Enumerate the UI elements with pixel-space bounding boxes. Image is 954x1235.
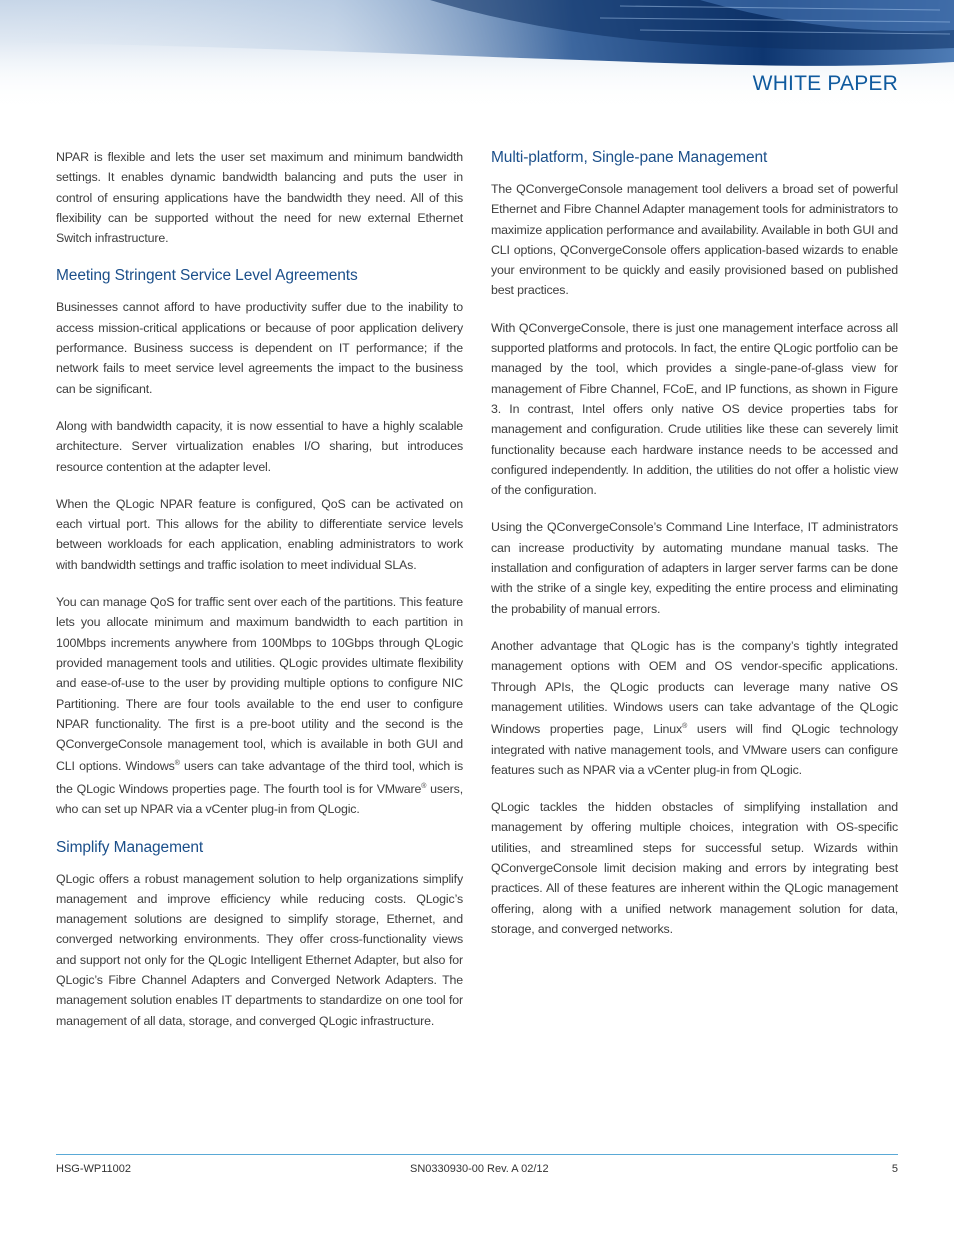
paragraph: QLogic tackles the hidden obstacles of simplifying installation and management by offering multiple choices, integration with OS-specific utilities, and streamlined steps for successful setup. Wizards within QConvergeConsole limit decision making and errors by integrating best practices. All of these features are inherent within the QLogic management offering, along with a unified network management solution for data, storage, and converged networks. [491,800,898,936]
banner-graphic [0,0,954,135]
footer-doc-id: HSG-WP11002 [56,1163,131,1175]
header-banner [0,0,954,135]
left-column [56,147,463,1048]
footer-revision: SN0330930-00 Rev. A 02/12 [410,1163,549,1175]
paragraph: Businesses cannot afford to have productivity suffer due to the inability to access mission-critical applications or because of poor application delivery performance. Business success is dependent on IT performance; if the network fails to meet service level agreements the impact to the business can be significant. [56,300,463,396]
paragraph: When the QLogic NPAR feature is configured, QoS can be activated on each virtual port. This allows for the ability to differentiate service levels between workloads for each application, enabling administrators to work with bandwidth settings and traffic isolation to meet individual SLAs. [56,496,463,572]
registered-mark: ® [421,782,427,790]
registered-mark: ® [682,723,688,731]
intro-paragraph: NPAR is flexible and lets the user set maximum and minimum bandwidth settings. It enables dynamic bandwidth balancing and puts the user in control of ensuring applications have the bandwidth they need. All of this flexibility can be supported without the need for new external Ethernet Switch infrastructure. [56,150,463,246]
paragraph: The QConvergeConsole management tool delivers a broad set of powerful Ethernet and Fibre Channel Adapter management tools for administrators to maximize application performance and availability. Available in both GUI and CLI options, QConvergeConsole offers application-based wizards to enable your environment to be quickly and easily provisioned based on published best practices. [491,182,898,298]
paragraph-integration: Another advantage that QLogic has is the company’s tightly integrated management options with OEM and OS vendor-specific applications. Through APIs, the QLogic products can leverage many native OS management utilities. Windows users can take advantage of the QLogic Windows properties page, Linux® users will find QLogic technology integrated with native management tools, and VMware users can configure features such as NPAR via a vCenter plug-in from QLogic. [491,638,898,777]
paragraph-qos: You can manage QoS for traffic sent over each of the partitions. This feature lets you allocate minimum and maximum bandwidth to each partition in 100Mbps increments anywhere from 100Mbps to 10Gbps through QLogic provided management tools and utilities. QLogic provides ultimate flexibility and ease-of-use to the user by providing multiple options to configure NIC Partitioning. There are four tools available to the end user to configure NPAR functionality. The first is a pre-boot utility and the second is the QConvergeConsole management tool, which is available in both GUI and CLI options. Windows® users can take advantage of the third tool, which is the QLogic Windows properties page. The fourth tool is for VMware® users, who can set up NPAR via a vCenter plug-in from QLogic. [56,595,463,817]
paragraph: With QConvergeConsole, there is just one management interface across all supported platforms and protocols. In fact, the entire QLogic portfolio can be managed by the tool, which provides a single-pane-of-glass view for management of Fibre Channel, FCoE, and IP functions, as shown in Figure 3. In contrast, Intel offers only native OS device properties tabs for management and configuration. Crude utilities like these can severely limit functionality because each hardware instance needs to be accessed and configured independently. In addition, the utilities do not offer a holistic view of the configuration. [491,320,898,498]
right-column [491,147,898,956]
paragraph: Using the QConvergeConsole’s Command Line Interface, IT administrators can increase productivity by automating mundane manual tasks. The installation and configuration of adapters in larger server farms can be done with the strike of a single key, expediting the entire process and eliminating the probability of manual errors. [491,520,898,616]
heading-multi-platform: Multi-platform, Single-pane Management [491,149,768,166]
document-type-title: WHITE PAPER [752,72,898,95]
paragraph: QLogic offers a robust management solution to help organizations simplify management and improve efficiency while reducing costs. QLogic’s management solutions are designed to simplify storage, Ethernet, and converged networking environments. They offer cross-functionality views and support not only for the QLogic Intelligent Ethernet Adapter, but also for QLogic’s Fibre Channel Adapters and Converged Network Adapters. The management solution enables IT departments to standardize on one tool for management of all data, storage, and converged QLogic infrastructure. [56,871,463,1028]
footer-divider [56,1154,898,1155]
registered-mark: ® [174,760,180,768]
paragraph: Along with bandwidth capacity, it is now essential to have a highly scalable architecture. Server virtualization enables I/O sharing, but introduces resource contention at the adapter level. [56,418,463,474]
heading-simplify-management: Simplify Management [56,838,204,856]
heading-service-level-agreements: Meeting Stringent Service Level Agreements [56,267,358,285]
footer-page-number: 5 [891,1163,898,1175]
